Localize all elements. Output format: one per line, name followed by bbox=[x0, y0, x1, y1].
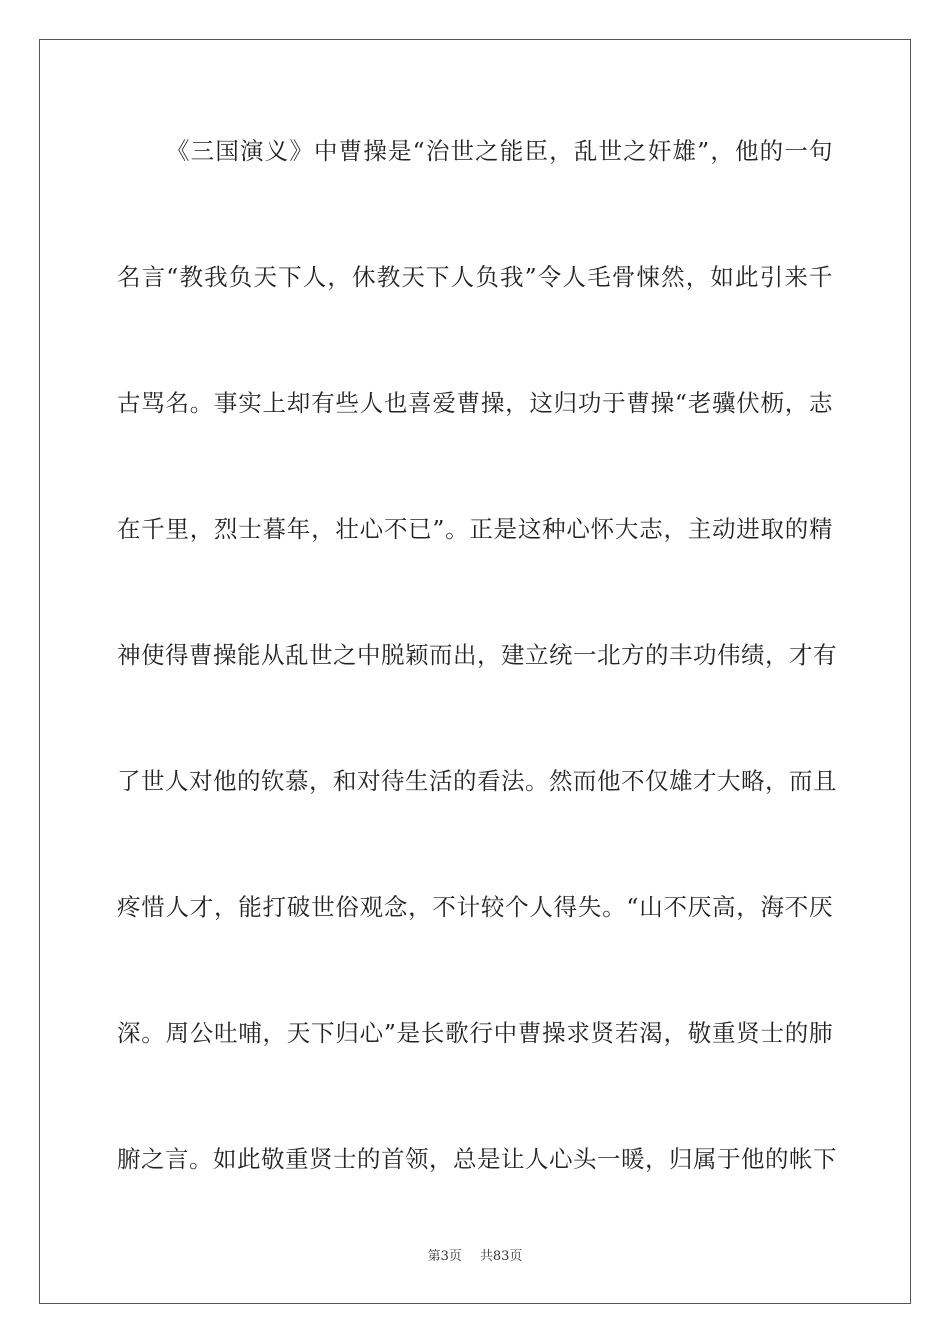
paragraph-line: 古骂名。事实上却有些人也喜爱曹操，这归功于曹操“老骥伏枥，志 bbox=[117, 389, 833, 417]
paragraph-line: 神使得曹操能从乱世之中脱颖而出，建立统一北方的丰功伟绩，才有 bbox=[117, 641, 837, 669]
total-pages: 共83页 bbox=[479, 1249, 523, 1264]
paragraph-line: 腑之言。如此敬重贤士的首领，总是让人心头一暖，归属于他的帐下 bbox=[117, 1145, 837, 1173]
paragraph-line: 在千里，烈士暮年，壮心不已”。正是这种心怀大志，主动进取的精 bbox=[117, 515, 833, 543]
page-number: 第3页 bbox=[427, 1249, 462, 1264]
page-footer bbox=[0, 1249, 950, 1265]
paragraph-line: 名言“教我负天下人，休教天下人负我”令人毛骨悚然，如此引来千 bbox=[117, 263, 833, 291]
paragraph-line: 了世人对他的钦慕，和对待生活的看法。然而他不仅雄才大略，而且 bbox=[117, 767, 837, 795]
paragraph-line: 《三国演义》中曹操是“治世之能臣，乱世之奸雄”，他的一句 bbox=[166, 137, 833, 165]
paragraph-line: 疼惜人才，能打破世俗观念，不计较个人得失。“山不厌高，海不厌 bbox=[117, 893, 833, 921]
page-border bbox=[39, 39, 911, 1304]
paragraph-line: 深。周公吐哺，天下归心”是长歌行中曹操求贤若渴，敬重贤士的肺 bbox=[117, 1019, 833, 1047]
